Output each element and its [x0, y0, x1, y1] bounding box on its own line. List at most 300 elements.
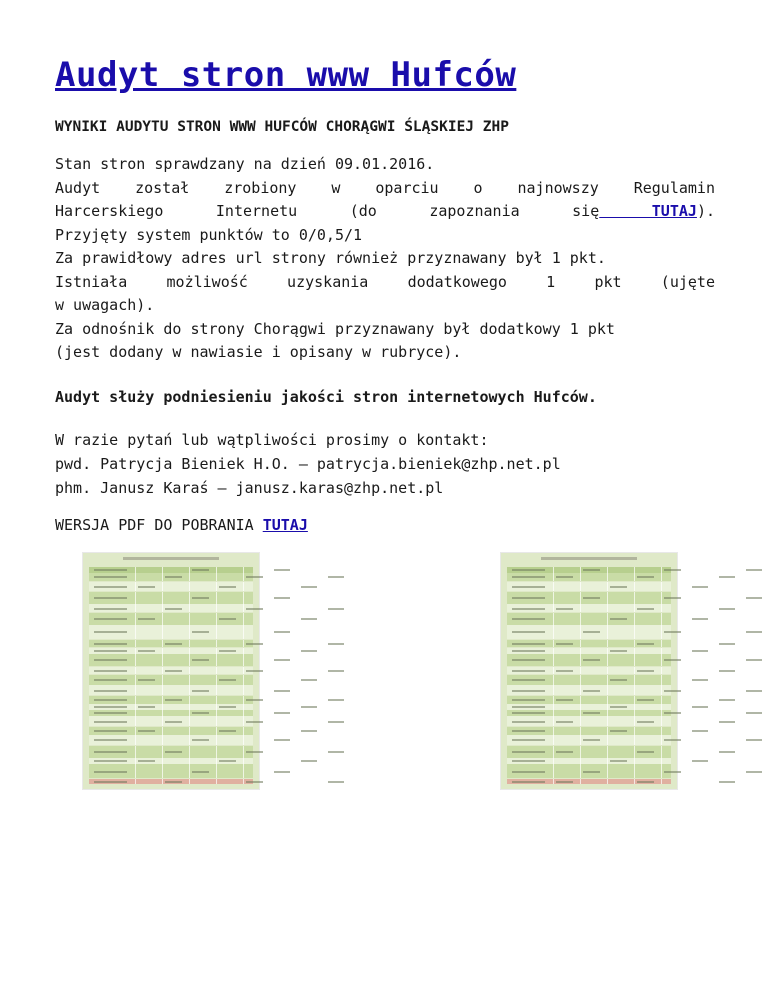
thumbnail-col-line: [688, 582, 689, 592]
thumbnail-cell-text: [246, 699, 262, 701]
pdf-download: [55, 516, 308, 534]
thumbnail-col-line: [297, 764, 298, 778]
thumbnail-col-line: [634, 710, 635, 716]
thumbnail-col-line: [661, 625, 662, 639]
thumbnail-cell-text: [583, 659, 599, 661]
thumbnail-col-line: [243, 758, 244, 764]
thumbnail-col-line: [324, 746, 325, 758]
thumbnail-cell-text: [512, 712, 545, 714]
thumbnail-row: [89, 573, 253, 581]
page-title[interactable]: Audyt stron www Hufców: [55, 55, 517, 95]
thumbnail-col-line: [688, 696, 689, 704]
thumbnail-col-line: [324, 764, 325, 778]
thumbnail-col-line: [189, 604, 190, 612]
thumbnail-col-line: [607, 727, 608, 735]
thumbnail-col-line: [688, 573, 689, 581]
thumbnail-col-line: [607, 667, 608, 675]
thumbnail-cell-text: [664, 739, 680, 741]
thumbnail-cell-text: [94, 597, 127, 599]
description-line: w uwagach).: [55, 296, 155, 314]
thumbnail-col-line: [297, 613, 298, 625]
thumbnail-col-line: [715, 727, 716, 735]
thumbnail-col-line: [742, 716, 743, 726]
thumbnail-col-line: [243, 716, 244, 726]
thumbnail-row: [507, 648, 671, 654]
thumbnail-col-line: [661, 716, 662, 726]
thumbnail-col-line: [162, 685, 163, 695]
thumbnail-col-line: [634, 779, 635, 785]
thumbnail-cell-text: [192, 771, 208, 773]
thumbnail-col-line: [324, 625, 325, 639]
thumbnail-cell-text: [328, 576, 344, 578]
thumbnail-cell-text: [138, 679, 154, 681]
thumbnail-cell-text: [94, 721, 127, 723]
thumbnail-col-line: [553, 625, 554, 639]
thumbnail-col-line: [742, 592, 743, 604]
thumbnail-col-line: [189, 779, 190, 785]
thumbnail-cell-text: [512, 706, 545, 708]
thumbnail-col-line: [580, 704, 581, 710]
thumbnail-cell-text: [512, 608, 545, 610]
thumbnail-caption: [123, 557, 219, 560]
thumbnail-cell-text: [138, 706, 154, 708]
thumbnail-col-line: [634, 625, 635, 639]
thumbnail-col-line: [715, 592, 716, 604]
thumbnail-col-line: [162, 667, 163, 675]
thumbnail-col-line: [715, 640, 716, 648]
pdf-download-link[interactable]: TUTAJ: [262, 516, 308, 534]
thumbnail-col-line: [607, 625, 608, 639]
thumbnail-col-line: [135, 582, 136, 592]
thumbnail-cell-text: [165, 751, 181, 753]
thumbnail-col-line: [661, 735, 662, 745]
thumbnail-col-line: [580, 640, 581, 648]
thumbnail-col-line: [688, 667, 689, 675]
thumbnail-col-line: [243, 640, 244, 648]
thumbnail-col-line: [189, 710, 190, 716]
thumbnail-col-line: [688, 764, 689, 778]
thumbnail-col-line: [324, 716, 325, 726]
thumbnail-col-line: [135, 592, 136, 604]
thumbnail-col-line: [553, 567, 554, 573]
thumbnail-row: [507, 779, 671, 785]
thumbnail-col-line: [216, 779, 217, 785]
thumbnail-cell-text: [219, 679, 235, 681]
thumbnail-cell-text: [192, 631, 208, 633]
thumbnail-cell-text: [610, 650, 626, 652]
thumbnail-cell-text: [610, 679, 626, 681]
thumbnail-cell-text: [192, 597, 208, 599]
thumbnail-col-line: [189, 764, 190, 778]
thumbnail-col-line: [297, 716, 298, 726]
audit-table-thumbnail[interactable]: [500, 552, 678, 790]
thumbnail-col-line: [243, 779, 244, 785]
thumbnail-col-line: [580, 716, 581, 726]
thumbnail-col-line: [243, 746, 244, 758]
thumbnail-col-line: [162, 758, 163, 764]
thumbnail-col-line: [243, 696, 244, 704]
thumbnail-col-line: [297, 727, 298, 735]
thumbnail-col-line: [634, 716, 635, 726]
thumbnail-col-line: [216, 654, 217, 666]
thumbnail-col-line: [324, 727, 325, 735]
thumbnail-cell-text: [664, 597, 680, 599]
thumbnail-col-line: [270, 654, 271, 666]
thumbnail-col-line: [742, 604, 743, 612]
thumbnail-col-line: [162, 654, 163, 666]
thumbnail-col-line: [553, 685, 554, 695]
thumbnail-cell-text: [138, 586, 154, 588]
thumbnail-col-line: [297, 779, 298, 785]
thumbnail-col-line: [634, 675, 635, 685]
thumbnail-cell-text: [746, 771, 762, 773]
thumbnail-col-line: [607, 654, 608, 666]
description-line: Za prawidłowy adres url strony również przyznawany był 1 pkt.: [55, 249, 606, 267]
thumbnail-col-line: [243, 592, 244, 604]
page-subtitle: WYNIKI AUDYTU STRON WWW HUFCÓW CHORĄGWI ŚLĄSKIEJ ZHP: [55, 119, 509, 135]
thumbnail-cell-text: [94, 690, 127, 692]
thumbnail-col-line: [715, 704, 716, 710]
thumbnail-col-line: [553, 640, 554, 648]
thumbnail-cell-text: [556, 751, 572, 753]
thumbnail-col-line: [688, 654, 689, 666]
thumbnail-col-line: [688, 592, 689, 604]
thumbnail-col-line: [135, 735, 136, 745]
thumbnail-col-line: [715, 582, 716, 592]
thumbnail-col-line: [189, 613, 190, 625]
thumbnail-col-line: [553, 696, 554, 704]
thumbnail-col-line: [270, 675, 271, 685]
thumbnail-row: [507, 727, 671, 735]
thumbnail-col-line: [715, 573, 716, 581]
thumbnail-col-line: [688, 746, 689, 758]
description-line: Przyjęty system punktów to 0/0,5/1: [55, 225, 363, 244]
thumbnail-cell-text: [512, 576, 545, 578]
thumbnail-cell-text: [138, 760, 154, 762]
thumbnail-cell-text: [165, 576, 181, 578]
thumbnail-col-line: [580, 648, 581, 654]
thumbnail-cell-text: [94, 618, 127, 620]
thumbnail-col-line: [742, 640, 743, 648]
contact-section: [55, 428, 561, 500]
thumbnail-row: [507, 746, 671, 758]
thumbnail-col-line: [243, 704, 244, 710]
thumbnail-cell-text: [692, 618, 708, 620]
audit-table-thumbnail[interactable]: [82, 552, 260, 790]
thumbnail-col-line: [580, 710, 581, 716]
thumbnail-col-line: [270, 727, 271, 735]
thumbnail-col-line: [580, 779, 581, 785]
thumbnail-col-line: [634, 758, 635, 764]
thumbnail-col-line: [715, 746, 716, 758]
description-text-end: ).: [696, 202, 715, 220]
thumbnail-col-line: [162, 592, 163, 604]
thumbnail-cell-text: [512, 650, 545, 652]
thumbnail-col-line: [742, 654, 743, 666]
thumbnail-cell-text: [512, 760, 545, 762]
thumbnail-cell-text: [512, 699, 545, 701]
thumbnail-cell-text: [512, 690, 545, 692]
thumbnail-col-line: [270, 746, 271, 758]
thumbnail-cell-text: [583, 631, 599, 633]
thumbnail-col-line: [742, 685, 743, 695]
description-text: Harcerskiego Internetu (do zapoznania się: [55, 202, 600, 220]
thumbnail-cell-text: [328, 781, 344, 783]
thumbnail-col-line: [607, 640, 608, 648]
thumbnail-col-line: [553, 758, 554, 764]
thumbnail-col-line: [715, 648, 716, 654]
thumbnail-col-line: [297, 685, 298, 695]
thumbnail-cell-text: [637, 699, 653, 701]
thumbnail-cell-text: [328, 751, 344, 753]
thumbnail-row: [89, 625, 253, 639]
thumbnail-col-line: [243, 604, 244, 612]
thumbnail-col-line: [715, 735, 716, 745]
thumbnail-col-line: [742, 573, 743, 581]
thumbnail-col-line: [580, 625, 581, 639]
thumbnail-cell-text: [219, 760, 235, 762]
thumbnail-cell-text: [138, 618, 154, 620]
thumbnail-cell-text: [719, 699, 735, 701]
thumbnail-col-line: [135, 640, 136, 648]
thumbnail-cell-text: [664, 771, 680, 773]
thumbnail-col-line: [162, 625, 163, 639]
thumbnail-cell-text: [746, 690, 762, 692]
thumbnail-cell-text: [692, 586, 708, 588]
thumbnail-cell-text: [94, 781, 127, 783]
thumbnail-cell-text: [94, 679, 127, 681]
thumbnail-col-line: [135, 716, 136, 726]
thumbnail-col-line: [270, 613, 271, 625]
thumbnail-col-line: [607, 685, 608, 695]
contact-person: pwd. Patrycja Bieniek H.O. – patrycja.bieniek@zhp.net.pl: [55, 455, 561, 473]
thumbnail-row: [507, 716, 671, 726]
thumbnail-col-line: [135, 675, 136, 685]
thumbnail-col-line: [297, 625, 298, 639]
thumbnail-col-line: [243, 685, 244, 695]
thumbnail-col-line: [324, 710, 325, 716]
thumbnail-row: [507, 667, 671, 675]
thumbnail-col-line: [297, 704, 298, 710]
thumbnail-col-line: [297, 648, 298, 654]
thumbnail-col-line: [162, 567, 163, 573]
thumbnail-cell-text: [219, 650, 235, 652]
thumbnail-row: [89, 613, 253, 625]
thumbnail-cell-text: [637, 781, 653, 783]
thumbnail-col-line: [661, 573, 662, 581]
thumbnail-cell-text: [583, 690, 599, 692]
thumbnail-col-line: [580, 582, 581, 592]
thumbnail-col-line: [688, 685, 689, 695]
thumbnail-col-line: [324, 696, 325, 704]
thumbnail-cell-text: [512, 631, 545, 633]
thumbnail-cell-text: [274, 597, 290, 599]
thumbnail-col-line: [216, 735, 217, 745]
thumbnail-cell-text: [719, 576, 735, 578]
thumbnail-cell-text: [94, 643, 127, 645]
thumbnail-col-line: [216, 764, 217, 778]
thumbnail-col-line: [270, 604, 271, 612]
thumbnail-cell-text: [512, 569, 545, 571]
thumbnail-col-line: [270, 764, 271, 778]
thumbnail-col-line: [270, 716, 271, 726]
thumbnail-cell-text: [94, 586, 127, 588]
thumbnail-col-line: [270, 648, 271, 654]
thumbnail-cell-text: [610, 586, 626, 588]
thumbnail-cell-text: [219, 586, 235, 588]
thumbnail-col-line: [243, 735, 244, 745]
thumbnail-cell-text: [512, 659, 545, 661]
thumbnail-row: [89, 704, 253, 710]
thumbnail-col-line: [243, 613, 244, 625]
thumbnail-col-line: [216, 625, 217, 639]
thumbnail-cell-text: [583, 712, 599, 714]
thumbnail-cell-text: [192, 659, 208, 661]
thumbnail-cell-text: [719, 608, 735, 610]
thumbnail-col-line: [189, 625, 190, 639]
thumbnail-col-line: [135, 613, 136, 625]
thumbnail-col-line: [688, 710, 689, 716]
thumbnail-col-line: [580, 667, 581, 675]
thumbnail-col-line: [607, 567, 608, 573]
thumbnail-col-line: [742, 779, 743, 785]
thumbnail-col-line: [135, 710, 136, 716]
thumbnail-cell-text: [556, 608, 572, 610]
thumbnail-col-line: [580, 764, 581, 778]
thumbnail-cell-text: [719, 721, 735, 723]
thumbnail-row: [507, 654, 671, 666]
regulations-link[interactable]: TUTAJ: [599, 202, 697, 220]
thumbnail-col-line: [243, 582, 244, 592]
thumbnail-col-line: [135, 567, 136, 573]
thumbnail-cell-text: [94, 631, 127, 633]
thumbnail-cell-text: [165, 699, 181, 701]
thumbnail-col-line: [688, 625, 689, 639]
thumbnail-cell-text: [274, 739, 290, 741]
thumbnail-col-line: [216, 604, 217, 612]
thumbnail-col-line: [661, 675, 662, 685]
thumbnail-row: [89, 716, 253, 726]
thumbnail-col-line: [715, 654, 716, 666]
thumbnail-col-line: [688, 648, 689, 654]
audit-purpose: Audyt służy podniesieniu jakości stron internetowych Hufców.: [55, 388, 597, 406]
thumbnail-col-line: [243, 667, 244, 675]
thumbnail-col-line: [715, 604, 716, 612]
thumbnail-cell-text: [719, 670, 735, 672]
thumbnail-col-line: [553, 746, 554, 758]
thumbnail-cell-text: [138, 650, 154, 652]
thumbnail-col-line: [661, 685, 662, 695]
thumbnail-cell-text: [556, 699, 572, 701]
thumbnail-row: [89, 735, 253, 745]
thumbnail-row: [507, 625, 671, 639]
thumbnail-col-line: [715, 567, 716, 573]
thumbnail-col-line: [135, 648, 136, 654]
thumbnail-col-line: [607, 735, 608, 745]
thumbnail-col-line: [189, 746, 190, 758]
thumbnail-col-line: [634, 567, 635, 573]
thumbnail-col-line: [688, 675, 689, 685]
thumbnail-col-line: [162, 746, 163, 758]
thumbnail-row: [507, 582, 671, 592]
thumbnail-col-line: [270, 758, 271, 764]
thumbnail-cell-text: [219, 706, 235, 708]
thumbnail-cell-text: [94, 699, 127, 701]
thumbnail-col-line: [715, 625, 716, 639]
thumbnail-cell-text: [94, 760, 127, 762]
thumbnail-cell-text: [165, 643, 181, 645]
thumbnail-col-line: [324, 779, 325, 785]
thumbnail-col-line: [553, 704, 554, 710]
thumbnail-col-line: [742, 727, 743, 735]
thumbnail-col-line: [189, 675, 190, 685]
thumbnail-row: [89, 648, 253, 654]
thumbnail-col-line: [607, 746, 608, 758]
thumbnail-col-line: [216, 640, 217, 648]
thumbnail-col-line: [135, 764, 136, 778]
thumbnail-col-line: [688, 704, 689, 710]
thumbnail-col-line: [634, 573, 635, 581]
thumbnail-cell-text: [94, 650, 127, 652]
thumbnail-col-line: [661, 704, 662, 710]
thumbnail-col-line: [715, 675, 716, 685]
thumbnail-cell-text: [556, 643, 572, 645]
thumbnail-cell-text: [274, 569, 290, 571]
thumbnail-col-line: [135, 573, 136, 581]
thumbnail-col-line: [270, 779, 271, 785]
thumbnail-cell-text: [246, 670, 262, 672]
thumbnail-col-line: [553, 604, 554, 612]
thumbnail-row: [89, 764, 253, 778]
thumbnail-col-line: [135, 704, 136, 710]
thumbnail-cell-text: [692, 650, 708, 652]
pdf-download-label: WERSJA PDF DO POBRANIA: [55, 516, 263, 534]
thumbnail-cell-text: [637, 608, 653, 610]
thumbnail-cell-text: [637, 576, 653, 578]
thumbnail-row: [507, 573, 671, 581]
thumbnail-col-line: [661, 604, 662, 612]
thumbnail-col-line: [742, 625, 743, 639]
description-line: Istniała możliwość uzyskania dodatkowego 1 pkt (ujęte: [55, 272, 715, 291]
thumbnail-col-line: [580, 613, 581, 625]
thumbnail-row: [507, 613, 671, 625]
thumbnail-row: [89, 667, 253, 675]
thumbnail-col-line: [661, 592, 662, 604]
thumbnail-col-line: [580, 592, 581, 604]
thumbnail-col-line: [634, 640, 635, 648]
thumbnail-row: [89, 567, 253, 573]
thumbnail-row: [507, 710, 671, 716]
thumbnail-col-line: [162, 727, 163, 735]
thumbnail-col-line: [216, 573, 217, 581]
thumbnail-col-line: [634, 604, 635, 612]
thumbnail-row: [507, 685, 671, 695]
thumbnail-col-line: [324, 648, 325, 654]
thumbnail-col-line: [634, 735, 635, 745]
thumbnail-col-line: [688, 567, 689, 573]
thumbnail-cell-text: [583, 597, 599, 599]
thumbnail-col-line: [135, 654, 136, 666]
thumbnail-col-line: [270, 592, 271, 604]
thumbnail-col-line: [189, 716, 190, 726]
thumbnail-col-line: [162, 735, 163, 745]
thumbnail-cell-text: [219, 618, 235, 620]
audit-description: [55, 153, 715, 365]
thumbnail-col-line: [189, 758, 190, 764]
thumbnail-cell-text: [301, 730, 317, 732]
thumbnail-col-line: [688, 758, 689, 764]
thumbnail-col-line: [607, 779, 608, 785]
